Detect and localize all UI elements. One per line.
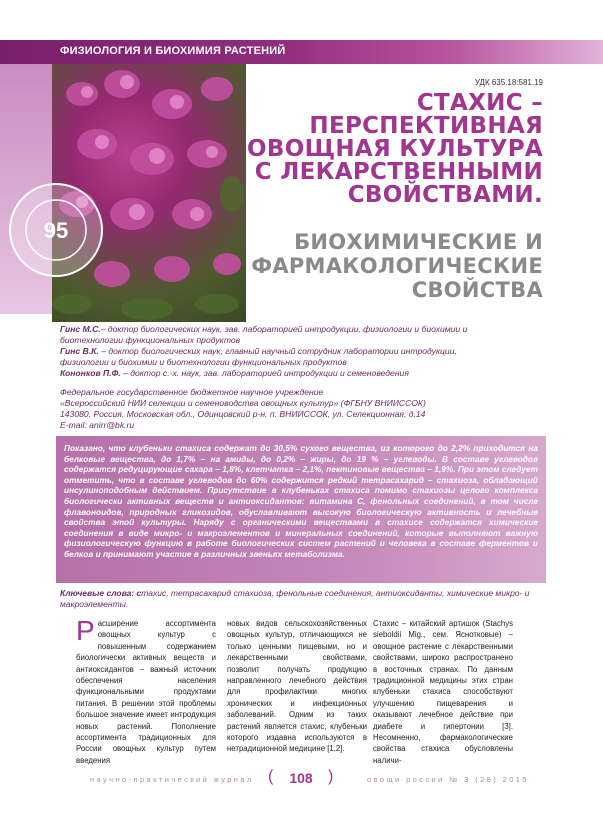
udk-code: УДК 635.18:581.19 — [474, 78, 543, 87]
body-column-2: новых видов сельскохозяйственных овощных культур, отличающихся не только ценными пищевыми, но и лекарственными свойствами, позволит получать продукцию направленного лечебного действия для профилактики многих хронических и инфекционных заболеваний. Одним из таких растений является стахис, клубеньки которого издавна используются в нетрадиционной медицине [1,2]. — [227, 619, 367, 754]
authors-block — [60, 324, 490, 379]
email-link[interactable]: E-mail: anirr@bk.ru — [60, 420, 135, 430]
page-number: 108 — [289, 770, 313, 786]
body-column-1: Расширение ассортимента овощных культур с повышенным содержанием биологически активных веществ и антиоксидантов – важный источник обеспечения населения функциональными продуктами питания. В решении этой проблемы большое значение имеет интродукция новых растений. Пополнение ассортимента традиционных для России овощных культур путем введения — [76, 615, 216, 765]
svg-text:95: 95 — [43, 218, 69, 243]
section-title: ФИЗИОЛОГИЯ И БИОХИМИЯ РАСТЕНИЙ — [60, 45, 286, 57]
journal-name: научно-практический журнал — [90, 775, 254, 784]
anniversary-seal-icon — [6, 180, 106, 280]
abstract-box — [56, 436, 546, 583]
author-2: Гинс В.К. – доктор биологических наук, главный научный сотрудник лаборатории интродукции, физиологии и биохимии и биотехнологии функциональных продуктов — [60, 346, 457, 367]
author-1: Гинс М.С.– доктор биологических наук, зав. лабораторией интродукции, физиологии и биохимии и биотехнологии функциональных продуктов — [60, 324, 468, 345]
organization-block — [60, 387, 490, 431]
drop-cap: Р — [76, 615, 95, 646]
author-3: Кононков П.Ф. – доктор с.-х. наук, зав. лабораторией интродукции и семеноведения — [60, 368, 409, 378]
article-subtitle: БИОХИМИЧЕСКИЕ И ФАРМАКОЛОГИЧЕСКИЕ СВОЙСТВА — [251, 230, 543, 302]
right-bracket-icon: ) — [328, 768, 334, 785]
abstract-text: Показано, что клубеньки стахиса содержат до 30,5% сухого вещества, из которого до 2,2% приходится на белковые вещества, до 1,7% – на амиды, до 0,2% – жиры, до 19 % – углеводы. В составе углеводов содержатся редуцирующие сахара – 1,8%, клетчатка – 2,1%, пектиновые вещества – 1,9%. При этом следует отметить, что в составе углеводов до 60% содержится редкий тетрасахарид – стахиоза, обладающий инсулиноподобным действием. Присутствие в клубеньках стахиса помимо стахиозы целого комплекса биологически активных веществ и антиоксидантов: витамина С, фенольных соединений, в том числе флавоноидов, природных гликозидов, обуславливают высокую биологическую активность и лечебные свойства этой культуры. Наряду с органическими веществами в стахисе содержатся химические соединения в виде микро- и макроэлементов и минеральных соединений, которые выполняют важную физиологическую функцию в работе биологических систем растений и человека в составе ферментов и белков и принимают участие в различных звеньях метаболизма. — [64, 443, 538, 559]
org-line: 143080, Россия, Московская обл., Одинцовский р-н, п. ВНИИССОК, ул. Селекционная, д.14 — [60, 409, 426, 419]
article-title: СТАХИС – ПЕРСПЕКТИВНАЯ ОВОЩНАЯ КУЛЬТУРА С ЛЕКАРСТВЕННЫМИ СВОЙСТВАМИ. — [247, 90, 543, 208]
org-line: Федеральное государственное бюджетное научное учреждение — [60, 387, 324, 397]
left-bracket-icon: ( — [268, 768, 274, 785]
org-line: «Всероссийский НИИ селекции и семеноводства овощных культур» (ФГБНУ ВНИИССОК) — [60, 398, 426, 408]
keywords: Ключевые слова: стахис, тетрасахарид стахиоза, фенольные соединения, антиоксиданты, химические микро- и макроэлементы. — [60, 588, 530, 609]
journal-issue: овощи россии № 3 (28) 2015 — [367, 775, 529, 784]
body-column-3: Стахис – китайский артишок (Stachys sieboldii Mig., сем. Яснотковые) – овощное растение с лекарственными свойствами, широко распространено в восточных странах. По данным традиционной медицины этих стран клубеньки стахиса способствуют улучшению пищеварения и оказывают лечебное действие при диабете и гипертонии [3]. Несомненно, фармакологические свойства стахиса обусловлены наличи- — [373, 619, 513, 765]
